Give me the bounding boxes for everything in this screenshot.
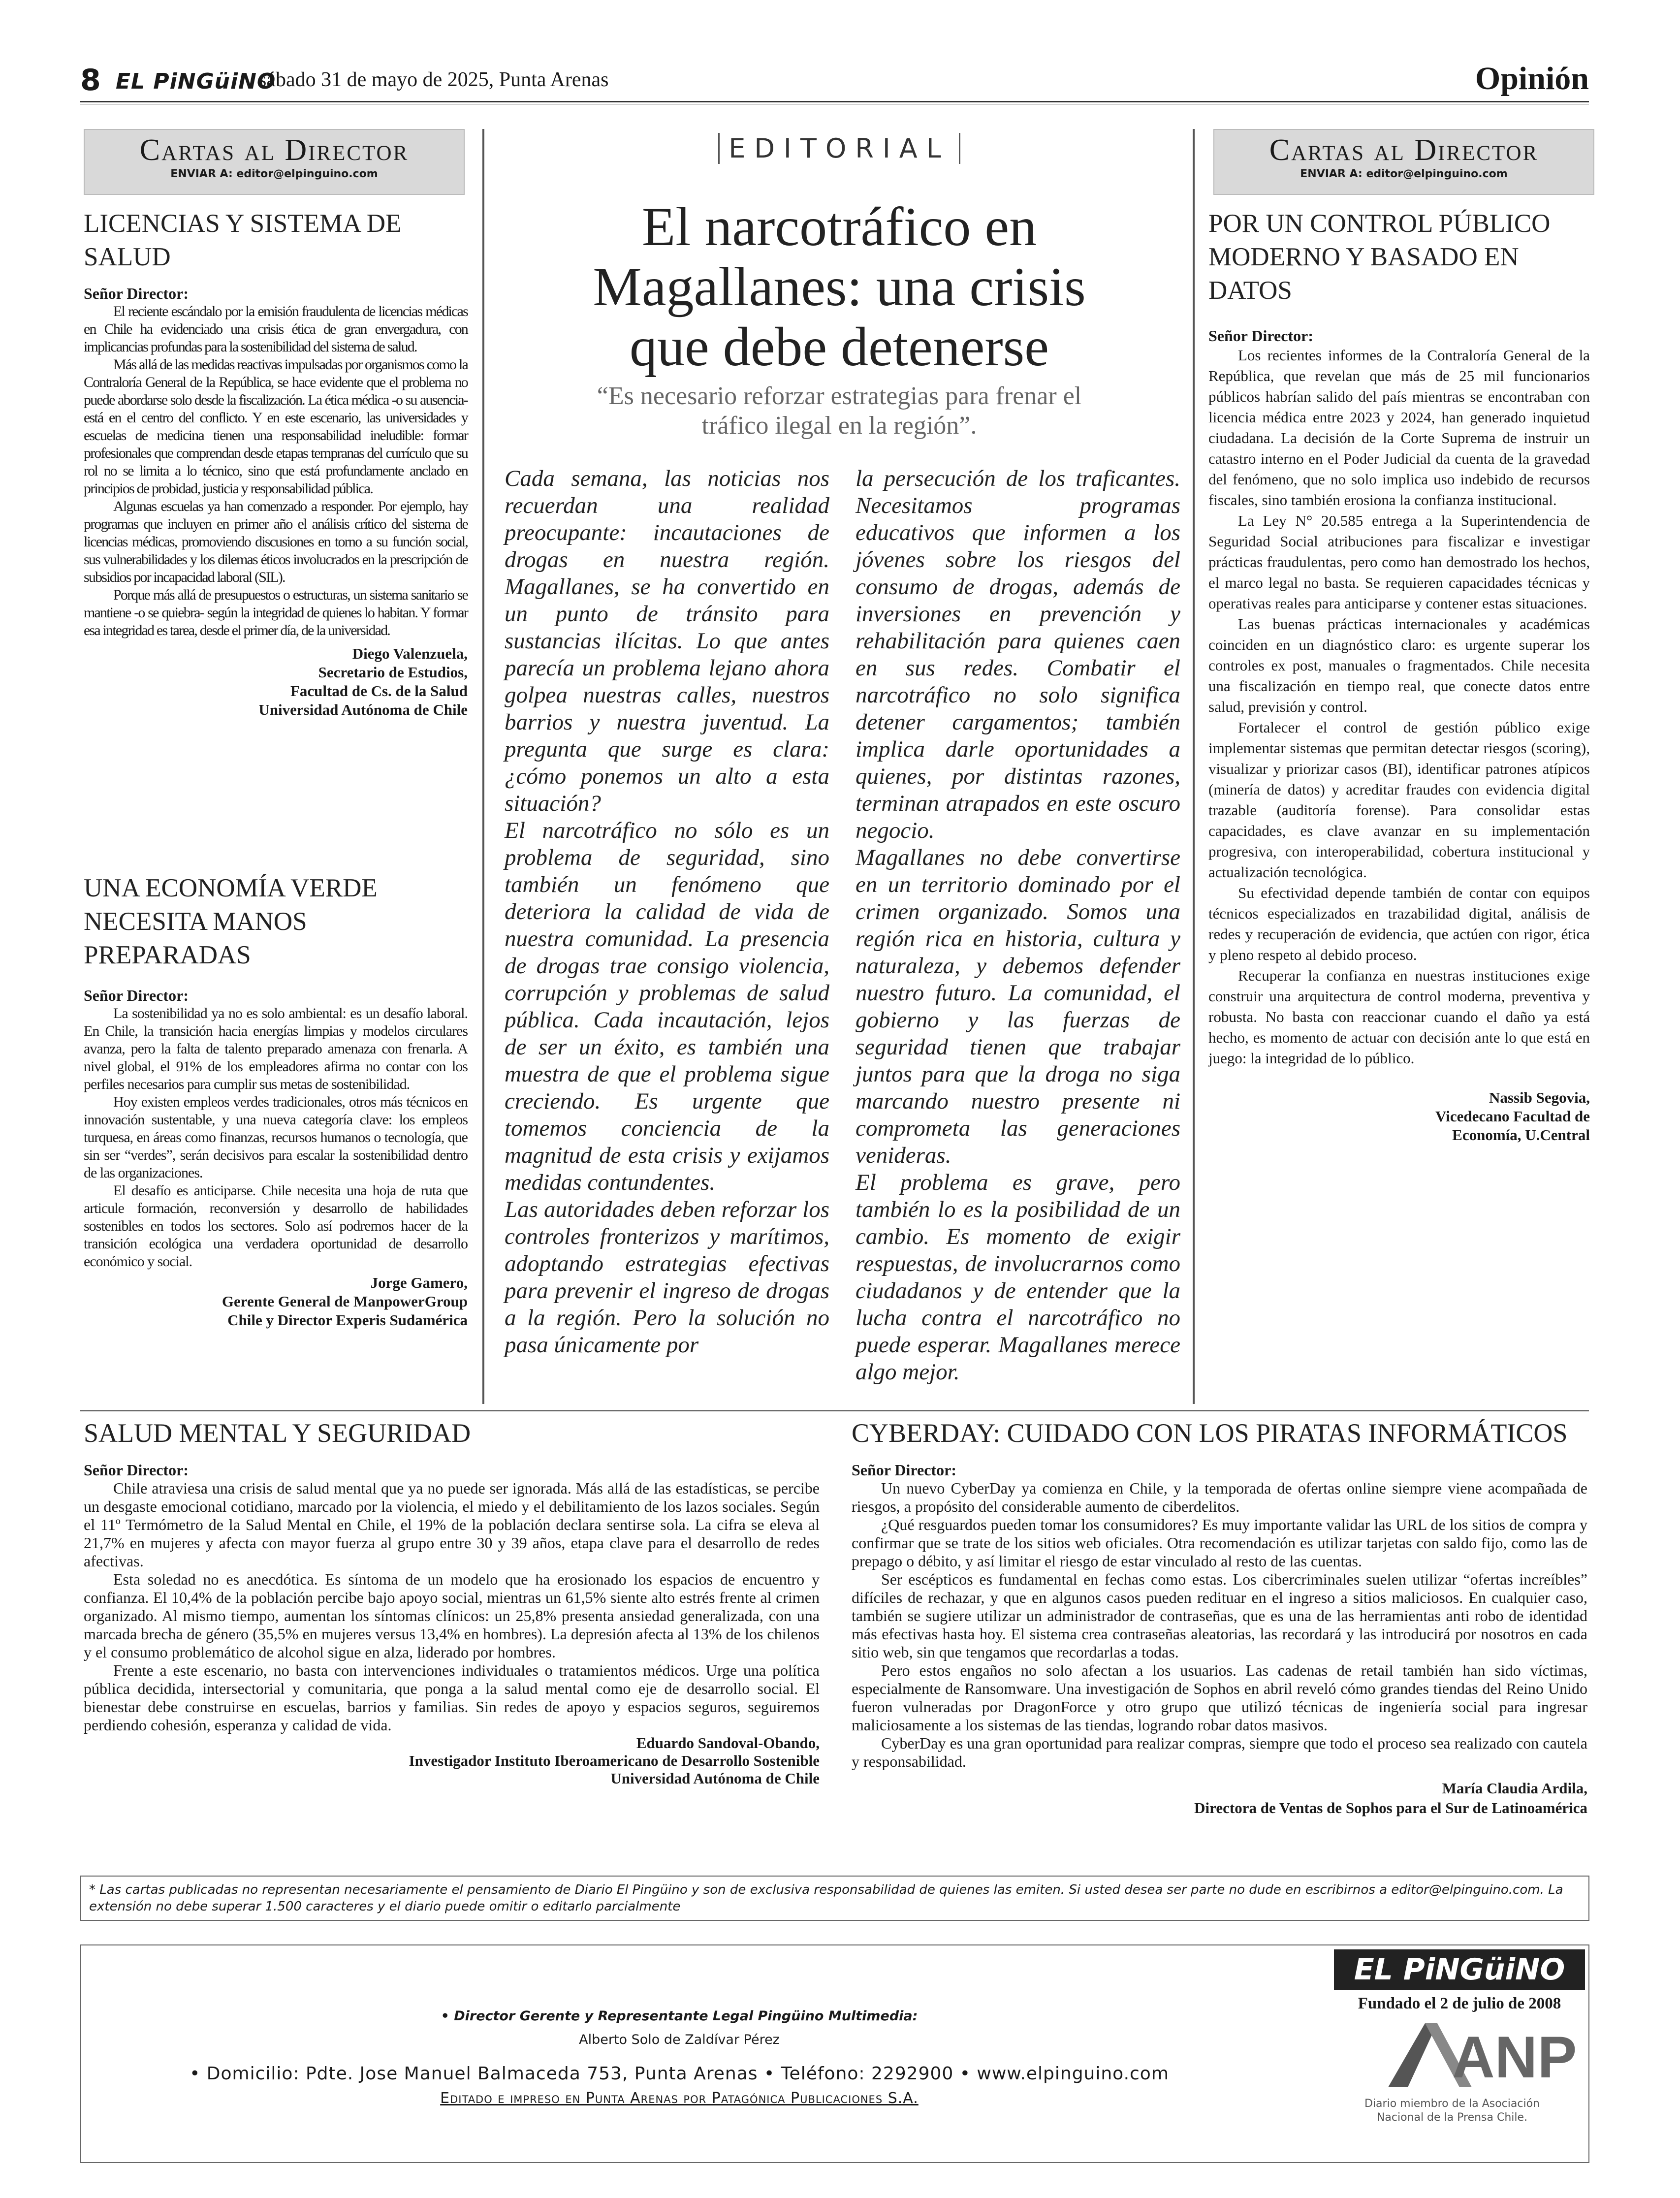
letter-body xyxy=(84,1005,468,1271)
paragraph: La Ley N° 20.585 entrega a la Superintendencia de Seguridad Social atribuciones para fiscalizar e investigar prácticas fraudulentas, pero como han demostrado los hechos, el marco legal no basta. Se requieren capacidades técnicas y operativas reales para anticiparse y contener estas situaciones. xyxy=(1208,512,1590,612)
signature-line: Vicedecano Facultad de xyxy=(1435,1108,1590,1125)
letter-signature xyxy=(84,1734,820,1787)
letter-signature xyxy=(852,1779,1587,1818)
paragraph: Su efectividad depende también de contar con equipos técnicos especializados en trazabilidad digital, análisis de redes y recuperación de evidencia, que actúen con rigor, ética y pleno respeto al debido proceso. xyxy=(1208,884,1590,963)
anp-text-line: Nacional de la Prensa Chile. xyxy=(1376,2111,1528,2124)
editorial-paragraph: Magallanes no debe convertirse en un territorio dominado por el crimen organizado. Somos una región rica en historia, cultura y naturaleza, y debemos defender nuestro futuro. La comunidad, el gobierno y las fuerzas de seguridad tienen que trabajar juntos para que la droga no siga marcando nuestro presente ni comprometa las generaciones venideras. xyxy=(856,845,1180,1168)
paragraph: Más allá de las medidas reactivas impulsadas por organismos como la Contraloría General de la República, se hace evidente que el problema no puede abordarse solo desde la fiscalización. La ética médica -o su ausencia- está en el centro del conflicto. Y en este escenario, las universidades y escuelas de medicina tienen una responsabilidad ineludible: formar profesionales que comprendan desde etapas tempranas del currículo que su rol no se limita a lo técnico, sino que está profundamente anclado en principios de probidad, justicia y responsabilidad pública. xyxy=(84,356,468,497)
disclaimer: * Las cartas publicadas no representan necesariamente el pensamiento de Diario El Pingüino y son de exclusiva responsabilidad de quienes las emiten. Si usted desea ser parte no dude en escribirnos a editor@elpinguino.com. La extensión no debe superar 1.500 caracteres y el diario puede omitir o editarlo parcialmente xyxy=(80,1876,1589,1921)
editorial-title-line: Magallanes: una crisis xyxy=(593,256,1086,318)
signature-line: Diego Valenzuela, xyxy=(352,645,468,662)
section-title: Opinión xyxy=(1475,61,1589,96)
cartas-email[interactable]: ENVIAR A: editor@elpinguino.com xyxy=(170,168,378,180)
column-rule-left xyxy=(482,129,484,1404)
section-divider xyxy=(80,1410,1589,1411)
letter-salutation: Señor Director: xyxy=(1208,327,1313,345)
paragraph: ¿Qué resguardos pueden tomar los consumidores? Es muy importante validar las URL de los sitios de compra y confirmar que se trate de los sitios web oficiales. Otra recomendación es utilizar tarjetas con saldo fijo, como las de prepago o débito, y así limitar el riesgo de estar vinculado al resto de las cuentas. xyxy=(852,1516,1587,1570)
editorial-title-line: que debe detenerse xyxy=(630,317,1049,378)
paragraph: Esta soledad no es anecdótica. Es síntoma de un modelo que ha erosionado los espacios de encuentro y confianza. El 10,4% de la población percibe bajo apoyo social, mientras un 61,5% siente alto estrés frente al crimen organizado. Al mismo tiempo, aumentan los síntomas clínicos: un 25,8% presenta ansiedad generalizada, con una marcada brecha de género (35,5% en mujeres versus 13,4% en hombres). La depresión afecta al 13% de los chilenos y el consumo problemático de alcohol sigue en alza, liderado por hombres. xyxy=(84,1570,820,1661)
letter-body xyxy=(84,303,468,639)
signature-line: Chile y Director Experis Sudamérica xyxy=(227,1311,468,1329)
editorial-subtitle-line: tráfico ilegal en la región”. xyxy=(701,412,977,440)
footer-address: • Domicilio: Pdte. Jose Manuel Balmaceda 753, Punta Arenas • Teléfono: 2292900 • www.elpinguino.com xyxy=(190,2064,1169,2084)
editorial-title xyxy=(497,197,1181,377)
signature-line: Universidad Autónoma de Chile xyxy=(610,1770,820,1787)
editorial-paragraph: El problema es grave, pero también lo es la posibilidad de un cambio. Es momento de exigir respuestas, de involucrarnos como ciudadanos y de entender que la lucha contra el narcotráfico no puede esperar. Magallanes merece algo mejor. xyxy=(856,1170,1180,1385)
paragraph: Pero estos engaños no solo afectan a los usuarios. Las cadenas de retail también han sido víctimas, especialmente de Ransomware. Una investigación de Sophos en abril reveló cómo grandes tiendas del Reino Unido fueron vulneradas por DragonForce y otro grupo que utilizó técnicas de ingeniería social para ingresar maliciosamente a los sistemas de las tiendas, logrando robar datos masivos. xyxy=(852,1661,1587,1734)
signature-line: Eduardo Sandoval-Obando, xyxy=(636,1734,820,1752)
letter-cyberday xyxy=(852,1418,1587,1818)
paragraph: Fortalecer el control de gestión público exige implementar sistemas que permitan detectar riesgos (scoring), visualizar y priorizar casos (BI), identificar patrones atípicos (minería de datos) y acreditar fraudes con evidencia digital trazable (auditoría forense). Para consolidar estas capacidades, es clave avanzar en su implementación progresiva, con interoperabilidad, cobertura institucional y actualización tecnológica. xyxy=(1208,719,1590,881)
editorial-paragraph: la persecución de los traficantes. Necesitamos programas educativos que informen a los jóvenes sobre los riesgos del consumo de drogas, además de inversiones en prevención y rehabilitación para quienes caen en sus redes. Combatir el narcotráfico no solo significa detener cargamentos; también implica darle oportunidades a quienes, por distintas razones, terminan atrapados en este oscuro negocio. xyxy=(856,466,1180,843)
signature-line: Jorge Gamero, xyxy=(370,1274,468,1291)
editorial-title-line: El narcotráfico en xyxy=(641,196,1037,257)
letter-title: LICENCIAS Y SISTEMA DE SALUD xyxy=(84,209,402,271)
footer-director-name: Alberto Solo de Zaldívar Pérez xyxy=(579,2032,780,2047)
letter-salud-mental xyxy=(84,1418,820,1787)
cartas-title: Cartas al Director xyxy=(1269,133,1539,167)
letter-title: POR UN CONTROL PÚBLICO MODERNO Y BASADO EN DATOS xyxy=(1208,209,1551,305)
editorial-label: EDITORIAL xyxy=(718,133,960,164)
letter-signature xyxy=(1208,1088,1590,1145)
page-number: 8 xyxy=(80,63,101,97)
letter-licencias xyxy=(84,207,468,719)
letter-signature xyxy=(84,1274,468,1330)
editorial-subtitle-line: “Es necesario reforzar estrategias para frenar el xyxy=(597,382,1082,410)
signature-line: Gerente General de ManpowerGroup xyxy=(222,1293,468,1310)
paragraph: Frente a este escenario, no basta con intervenciones individuales o tratamientos médicos. Urge una política pública decidida, intersectorial y comunitaria, que ponga a la salud mental como eje de desarrollo social. El bienestar debe construirse en escuelas, barrios y familias. Sin redes de apoyo y espacios seguros, seguiremos perdiendo cohesión, esperanza y calidad de vida. xyxy=(84,1661,820,1734)
signature-line: Secretario de Estudios, xyxy=(318,664,468,681)
cartas-title: Cartas al Director xyxy=(139,133,409,167)
letter-body xyxy=(852,1479,1587,1771)
header-rule xyxy=(80,101,1589,102)
signature-line: Universidad Autónoma de Chile xyxy=(258,701,468,718)
paragraph: Porque más allá de presupuestos o estructuras, un sistema sanitario se mantiene -o se quiebra- según la integridad de quienes lo habitan. Y formar esa integridad es tarea, desde el primer día, de la universidad. xyxy=(84,587,468,638)
anp-text-line: Diario miembro de la Asociación xyxy=(1364,2098,1540,2110)
paragraph: La sostenibilidad ya no es solo ambiental: es un desafío laboral. En Chile, la transición hacia energías limpias y modelos circulares avanza, pero la falta de talento preparado amenaza con frenarla. A nivel global, el 91% de los empleadores afirma no contar con los perfiles necesarios para cumplir sus metas de sostenibilidad. xyxy=(84,1005,468,1092)
paragraph: Recuperar la confianza en nuestras instituciones exige construir una arquitectura de control moderna, preventiva y robusta. No basta con reaccionar cuando el daño ya está hecho, es momento de actuar con decisión ante lo que está en juego: la integridad de lo público. xyxy=(1208,967,1590,1067)
signature-line: Economía, U.Central xyxy=(1452,1126,1590,1144)
paragraph: Chile atraviesa una crisis de salud mental que ya no puede ser ignorada. Más allá de las estadísticas, se percibe un desgaste emocional cotidiano, marcado por la violencia, el miedo y el debilitamiento de los lazos sociales. Según el 11º Termómetro de la Salud Mental en Chile, el 19% de la población declara sentirse sola. La cifra se eleva al 21,7% en mujeres y afecta con mayor fuerza al grupo entre 30 y 39 años, etapa clave para el desarrollo de redes afectivas. xyxy=(84,1479,820,1570)
letter-body xyxy=(1208,345,1590,1069)
anp-logo-letters: ANP xyxy=(1452,2024,1577,2090)
footer-printed: Editado e impreso en Punta Arenas por Patagónica Publicaciones S.A. xyxy=(440,2090,919,2107)
letter-title: CYBERDAY: CUIDADO CON LOS PIRATAS INFORMÁTICOS xyxy=(852,1418,1568,1448)
anp-logo-icon xyxy=(1378,2018,1577,2092)
signature-line: Facultad de Cs. de la Salud xyxy=(290,682,468,700)
paragraph: Ser escépticos es fundamental en fechas como estas. Los cibercriminales suelen utilizar “ofertas increíbles” difíciles de rechazar, y que en algunos casos pueden redituar en el ingreso a sitios maliciosos. En cualquier caso, también se sugiere utilizar un administrador de contraseñas, que es una de las herramientas anti robo de identidad más efectivas hasta hoy. El sistema crea contraseñas aleatorias, las recordará y las introducirá por nosotros en cada sitio web, sin que tengamos que recordarlas a todas. xyxy=(852,1570,1587,1661)
anp-text xyxy=(1339,2097,1565,2125)
letter-control-publico xyxy=(1208,207,1590,1145)
editorial-paragraph: Cada semana, las noticias nos recuerdan una realidad preocupante: incautaciones de drogas en nuestra región. Magallanes, se ha convertido en un punto de tránsito para sustancias ilícitas. Lo que antes parecía un problema lejano ahora golpea nuestras calles, nuestros barrios y nuestra juventud. La pregunta que surge es clara: ¿cómo ponemos un alto a esta situación? xyxy=(505,466,829,816)
letter-economia-verde xyxy=(84,871,468,1330)
paragraph: Las buenas prácticas internacionales y académicas coinciden en un diagnóstico claro: es urgente superar los controles ex post, manuales o fragmentados. Chile necesita una fiscalización en tiempo real, que conecte datos entre salud, previsión y control. xyxy=(1208,615,1590,715)
footer-director-label: • Director Gerente y Representante Legal Pingüino Multimedia: xyxy=(441,2008,918,2024)
letter-signature xyxy=(84,644,468,719)
editorial-subtitle xyxy=(497,382,1181,441)
paragraph: Los recientes informes de la Contraloría General de la República, que revelan que más de 25 mil funcionarios públicos habrían salido del país mientras se encontraban con licencia médica entre 2023 y 2024, han generado inquietud ciudadana. La decisión de la Corte Suprema de instruir un catastro interno en el Poder Judicial da cuenta de la gravedad del fenómeno, que no solo implica uso indebido de recursos fiscales, sino también erosiona la confianza institucional. xyxy=(1208,347,1590,509)
letter-title: SALUD MENTAL Y SEGURIDAD xyxy=(84,1418,471,1448)
paragraph: CyberDay es una gran oportunidad para realizar compras, siempre que todo el proceso sea realizado con cautela y responsabilidad. xyxy=(852,1734,1587,1770)
letter-title: UNA ECONOMÍA VERDE NECESITA MANOS PREPARADAS xyxy=(84,874,378,969)
paragraph: El desafío es anticiparse. Chile necesita una hoja de ruta que articule formación, reconversión y desarrollo de habilidades sostenibles en todos los sectores. Solo así podremos hacer de la transición ecológica una verdadera oportunidad de desarrollo económico y social. xyxy=(84,1182,468,1270)
letter-salutation: Señor Director: xyxy=(84,285,189,302)
footer-logo: EL PiNGüiNO xyxy=(1334,1949,1585,1990)
editorial-label-wrap xyxy=(497,133,1181,164)
cartas-email[interactable]: ENVIAR A: editor@elpinguino.com xyxy=(1300,168,1508,180)
letter-salutation: Señor Director: xyxy=(852,1461,956,1479)
editorial-paragraph: Las autoridades deben reforzar los controles fronterizos y marítimos, adoptando estrategias efectivas para prevenir el ingreso de drogas a la región. Pero la solución no pasa únicamente por xyxy=(505,1197,829,1358)
letter-salutation: Señor Director: xyxy=(84,1461,189,1479)
editorial-column-2 xyxy=(856,465,1180,1386)
signature-line: María Claudia Ardila, xyxy=(1442,1780,1587,1797)
dateline: sábado 31 de mayo de 2025, Punta Arenas xyxy=(258,68,609,91)
paragraph: Algunas escuelas ya han comenzado a responder. Por ejemplo, hay programas que incluyen en primer año el análisis crítico del sistema de licencias médicas, promoviendo discusiones en torno a su función social, sus vulnerabilidades y los dilemas éticos involucrados en la prescripción de subsidios por incapacidad laboral (SIL). xyxy=(84,498,468,585)
signature-line: Directora de Ventas de Sophos para el Sur de Latinoamérica xyxy=(1194,1799,1587,1816)
anp-logo xyxy=(1378,2018,1577,2092)
paragraph: Un nuevo CyberDay ya comienza en Chile, y la temporada de ofertas online siempre viene acompañada de riesgos, a propósito del considerable aumento de ciberdelitos. xyxy=(852,1479,1587,1515)
letter-body xyxy=(84,1479,820,1734)
paragraph: Hoy existen empleos verdes tradicionales, otros más técnicos en innovación sustentable, y una nueva categoría clave: los empleos turquesa, en áreas como finanzas, recursos humanos o tecnología, que sin ser “verdes”, serán decisivos para escalar la sostenibilidad dentro de las organizaciones. xyxy=(84,1094,468,1181)
letter-salutation: Señor Director: xyxy=(84,987,189,1004)
footer-founded: Fundado el 2 de julio de 2008 xyxy=(1358,1995,1561,2012)
anp-logo-shape xyxy=(1388,2023,1437,2087)
brand-logo: EL PiNGüiNO xyxy=(116,69,276,94)
paragraph: El reciente escándalo por la emisión fraudulenta de licencias médicas en Chile ha evidenciado una crisis ética de gran envergadura, con implicancias profundas para la sostenibilidad del sistema de salud. xyxy=(84,303,468,355)
editorial-column-1 xyxy=(505,465,829,1359)
editorial-paragraph: El narcotráfico no sólo es un problema de seguridad, sino también un fenómeno que deteriora la calidad de vida de nuestra comunidad. La presencia de drogas trae consigo violencia, corrupción y problemas de salud pública. Cada incautación, lejos de ser un éxito, es también una muestra de que el problema sigue creciendo. Es urgente que tomemos conciencia de la magnitud de esta crisis y exijamos medidas contundentes. xyxy=(505,818,829,1195)
signature-line: Nassib Segovia, xyxy=(1489,1089,1590,1106)
cartas-box-left xyxy=(84,129,465,195)
column-rule-right xyxy=(1193,129,1195,1404)
cartas-box-right xyxy=(1213,129,1594,195)
signature-line: Investigador Instituto Iberoamericano de Desarrollo Sostenible xyxy=(409,1752,820,1769)
